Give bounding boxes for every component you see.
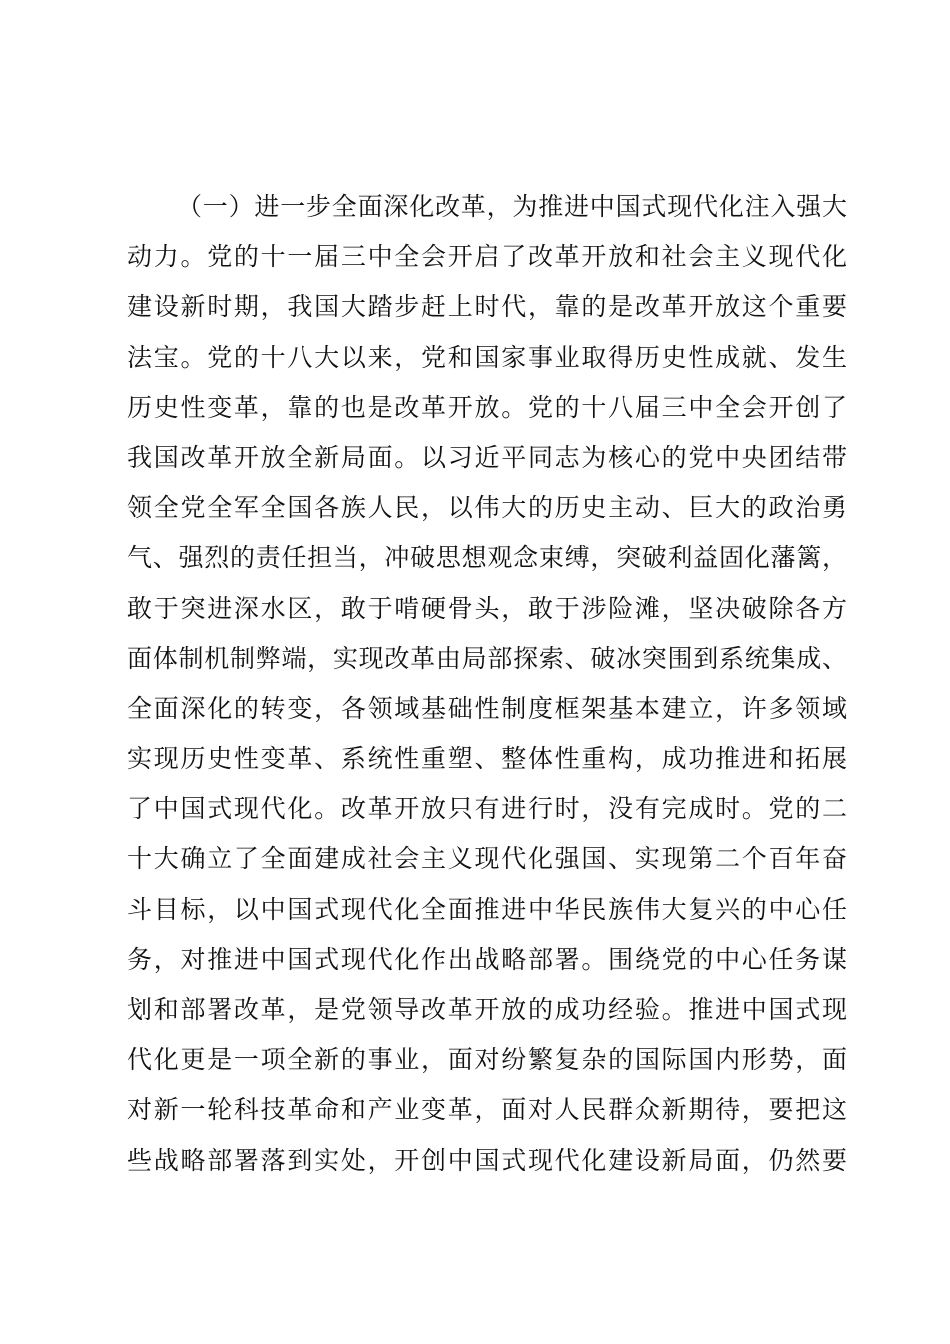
paragraph-line-16: 务，对推进中国式现代化作出战略部署。围绕党的中心任务谋 [127, 944, 847, 974]
paragraph-line-14: 十大确立了全面建成社会主义现代化强国、实现第二个百年奋 [127, 844, 847, 874]
paragraph-line-1: （一）进一步全面深化改革，为推进中国式现代化注入强大 [177, 192, 847, 221]
paragraph-line-11: 全面深化的转变，各领域基础性制度框架基本建立，许多领域 [127, 693, 847, 723]
paragraph-line-9: 敢于突进深水区，敢于啃硬骨头，敢于涉险滩，坚决破除各方 [127, 593, 847, 623]
paragraph-line-8: 气、强烈的责任担当，冲破思想观念束缚，突破利益固化藩篱， [127, 543, 847, 573]
paragraph-line-15: 斗目标，以中国式现代化全面推进中华民族伟大复兴的中心任 [127, 894, 847, 924]
paragraph-line-18: 代化更是一项全新的事业，面对纷繁复杂的国际国内形势，面 [127, 1045, 847, 1075]
paragraph-line-3: 建设新时期，我国大踏步赶上时代，靠的是改革开放这个重要 [127, 292, 847, 322]
paragraph-line-6: 我国改革开放全新局面。以习近平同志为核心的党中央团结带 [127, 442, 847, 472]
paragraph-line-19: 对新一轮科技革命和产业变革，面对人民群众新期待，要把这 [127, 1095, 847, 1125]
body-paragraph [127, 182, 847, 1186]
paragraph-line-2: 动力。党的十一届三中全会开启了改革开放和社会主义现代化 [127, 242, 847, 272]
paragraph-line-12: 实现历史性变革、系统性重塑、整体性重构，成功推进和拓展 [127, 744, 847, 774]
paragraph-line-4: 法宝。党的十八大以来，党和国家事业取得历史性成就、发生 [127, 342, 847, 372]
paragraph-line-10: 面体制机制弊端，实现改革由局部探索、破冰突围到系统集成、 [127, 643, 847, 673]
paragraph-line-17: 划和部署改革，是党领导改革开放的成功经验。推进中国式现 [127, 995, 847, 1024]
paragraph-line-13: 了中国式现代化。改革开放只有进行时，没有完成时。党的二 [127, 794, 847, 824]
paragraph-line-7: 领全党全军全国各族人民，以伟大的历史主动、巨大的政治勇 [127, 493, 847, 523]
paragraph-line-20: 些战略部署落到实处，开创中国式现代化建设新局面，仍然要 [127, 1145, 847, 1175]
paragraph-line-5: 历史性变革，靠的也是改革开放。党的十八届三中全会开创了 [127, 392, 847, 422]
